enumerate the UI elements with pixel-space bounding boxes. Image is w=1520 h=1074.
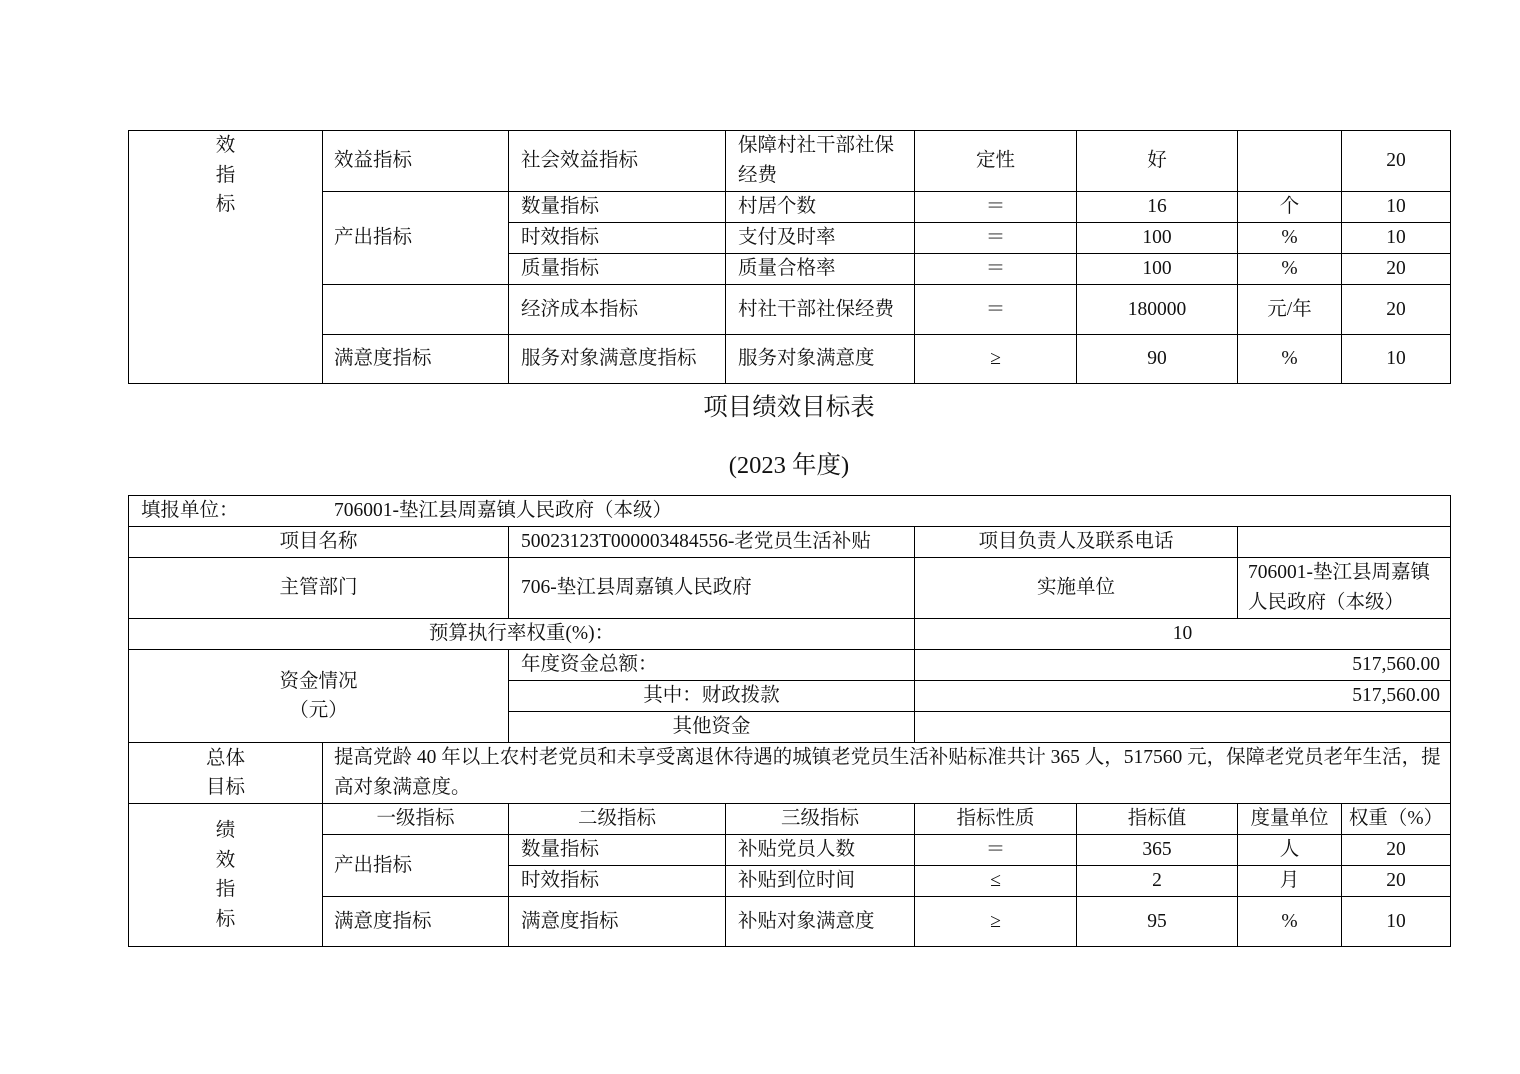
department-value: 706-垫江县周嘉镇人民政府 bbox=[509, 558, 915, 619]
weight: 20 bbox=[1342, 835, 1451, 866]
indicator-table-continued bbox=[128, 130, 1451, 384]
level3-indicator: 补贴到位时间 bbox=[726, 866, 915, 897]
indicator-value: 2 bbox=[1077, 866, 1238, 897]
indicator-nature: 定性 bbox=[915, 131, 1077, 192]
page-subtitle-year: (2023 年度) bbox=[728, 452, 850, 479]
indicator-nature: ＝ bbox=[915, 192, 1077, 223]
indicator-nature: ≥ bbox=[915, 897, 1077, 947]
level2-indicator: 服务对象满意度指标 bbox=[509, 335, 726, 384]
weight: 20 bbox=[1342, 254, 1451, 285]
level3-indicator: 村居个数 bbox=[726, 192, 915, 223]
reporting-unit-cell bbox=[129, 496, 1451, 527]
funds-unit: （元） bbox=[289, 700, 348, 721]
goal-label-cell bbox=[129, 743, 323, 804]
level2-indicator: 质量指标 bbox=[509, 254, 726, 285]
measure-unit: % bbox=[1238, 335, 1342, 384]
weight: 10 bbox=[1342, 335, 1451, 384]
goal-label-line: 总体 bbox=[205, 747, 245, 769]
level1-indicator bbox=[323, 285, 509, 335]
department-row bbox=[129, 558, 1451, 619]
table-row bbox=[129, 335, 1451, 384]
indicator-nature: ＝ bbox=[915, 223, 1077, 254]
measure-unit: 月 bbox=[1238, 866, 1342, 897]
implementer-label: 实施单位 bbox=[915, 558, 1238, 619]
measure-unit bbox=[1238, 131, 1342, 192]
level1-indicator: 效益指标 bbox=[323, 131, 509, 192]
section-label-line: 标 bbox=[215, 908, 236, 930]
measure-unit: 人 bbox=[1238, 835, 1342, 866]
section-label-cell bbox=[129, 131, 323, 384]
indicator-value: 100 bbox=[1077, 223, 1238, 254]
level2-indicator: 时效指标 bbox=[509, 223, 726, 254]
reporting-unit-value: 706001-垫江县周嘉镇人民政府（本级） bbox=[334, 500, 672, 521]
level2-indicator: 经济成本指标 bbox=[509, 285, 726, 335]
table-row bbox=[129, 131, 1451, 192]
funds-total-label: 年度资金总额： bbox=[509, 650, 915, 681]
table-body bbox=[129, 131, 1451, 384]
project-name-row bbox=[129, 527, 1451, 558]
indicator-value: 90 bbox=[1077, 335, 1238, 384]
budget-weight-label: 预算执行率权重(%)： bbox=[129, 619, 915, 650]
measure-unit: % bbox=[1238, 254, 1342, 285]
column-header: 权重（%） bbox=[1342, 804, 1451, 835]
funds-fiscal-label: 其中：财政拨款 bbox=[509, 681, 915, 712]
indicator-nature: ＝ bbox=[915, 835, 1077, 866]
level2-indicator: 时效指标 bbox=[509, 866, 726, 897]
implementer-value: 706001-垫江县周嘉镇人民政府（本级） bbox=[1238, 558, 1451, 619]
weight: 20 bbox=[1342, 131, 1451, 192]
section-label-line: 标 bbox=[215, 194, 236, 215]
indicator-header-row bbox=[129, 804, 1451, 835]
indicator-value: 365 bbox=[1077, 835, 1238, 866]
weight: 10 bbox=[1342, 192, 1451, 223]
level2-indicator: 数量指标 bbox=[509, 835, 726, 866]
funds-label-cell bbox=[129, 650, 509, 743]
level1-indicator: 满意度指标 bbox=[323, 897, 509, 947]
indicator-nature: ≤ bbox=[915, 866, 1077, 897]
funds-label: 资金情况 bbox=[279, 670, 358, 692]
level2-indicator: 数量指标 bbox=[509, 192, 726, 223]
project-name-value: 50023123T000003484556-老党员生活补贴 bbox=[509, 527, 915, 558]
indicator-value: 180000 bbox=[1077, 285, 1238, 335]
table-row bbox=[129, 897, 1451, 947]
level1-indicator: 产出指标 bbox=[323, 192, 509, 285]
contact-label: 项目负责人及联系电话 bbox=[915, 527, 1238, 558]
contact-value bbox=[1238, 527, 1451, 558]
budget-weight-value: 10 bbox=[915, 619, 1451, 650]
level3-indicator: 补贴对象满意度 bbox=[726, 897, 915, 947]
section-label-line: 指 bbox=[215, 879, 236, 900]
budget-weight-row bbox=[129, 619, 1451, 650]
reporting-unit-label: 填报单位： bbox=[141, 500, 239, 521]
indicator-nature: ＝ bbox=[915, 254, 1077, 285]
table-body bbox=[129, 496, 1451, 947]
column-header: 一级指标 bbox=[323, 804, 509, 835]
indicator-value: 100 bbox=[1077, 254, 1238, 285]
level1-indicator: 产出指标 bbox=[323, 835, 509, 897]
reporting-unit-row bbox=[129, 496, 1451, 527]
measure-unit: % bbox=[1238, 223, 1342, 254]
column-header: 指标性质 bbox=[915, 804, 1077, 835]
section-label-cell bbox=[129, 804, 323, 947]
measure-unit: % bbox=[1238, 897, 1342, 947]
indicator-nature: ≥ bbox=[915, 335, 1077, 384]
weight: 10 bbox=[1342, 897, 1451, 947]
section-label-line: 效 bbox=[215, 849, 236, 871]
weight: 20 bbox=[1342, 866, 1451, 897]
funds-other-value bbox=[915, 712, 1451, 743]
level3-indicator: 保障村社干部社保经费 bbox=[726, 131, 915, 192]
level3-indicator: 支付及时率 bbox=[726, 223, 915, 254]
level2-indicator: 社会效益指标 bbox=[509, 131, 726, 192]
section-label-line: 指 bbox=[215, 164, 236, 186]
weight: 20 bbox=[1342, 285, 1451, 335]
level2-indicator: 满意度指标 bbox=[509, 897, 726, 947]
goal-label-line: 目标 bbox=[205, 777, 245, 798]
level3-indicator: 补贴党员人数 bbox=[726, 835, 915, 866]
level3-indicator: 质量合格率 bbox=[726, 254, 915, 285]
indicator-value: 16 bbox=[1077, 192, 1238, 223]
section-label-line: 绩 bbox=[215, 820, 236, 841]
level3-indicator: 村社干部社保经费 bbox=[726, 285, 915, 335]
table-row bbox=[129, 192, 1451, 223]
column-header: 指标值 bbox=[1077, 804, 1238, 835]
level3-indicator: 服务对象满意度 bbox=[726, 335, 915, 384]
page-title: 项目绩效目标表 bbox=[703, 394, 875, 421]
funds-row bbox=[129, 650, 1451, 681]
project-name-label: 项目名称 bbox=[129, 527, 509, 558]
project-performance-table bbox=[128, 495, 1451, 947]
level1-indicator: 满意度指标 bbox=[323, 335, 509, 384]
indicator-nature: ＝ bbox=[915, 285, 1077, 335]
indicator-value: 好 bbox=[1077, 131, 1238, 192]
measure-unit: 个 bbox=[1238, 192, 1342, 223]
indicator-value: 95 bbox=[1077, 897, 1238, 947]
weight: 10 bbox=[1342, 223, 1451, 254]
column-header: 三级指标 bbox=[726, 804, 915, 835]
column-header: 度量单位 bbox=[1238, 804, 1342, 835]
goal-text: 提高党龄 40 年以上农村老党员和未享受离退休待遇的城镇老党员生活补贴标准共计 365 人，517560 元，保障老党员老年生活，提高对象满意度。 bbox=[323, 743, 1451, 804]
funds-other-label: 其他资金 bbox=[509, 712, 915, 743]
table-row bbox=[129, 285, 1451, 335]
measure-unit: 元/年 bbox=[1238, 285, 1342, 335]
funds-total-value: 517,560.00 bbox=[915, 650, 1451, 681]
table-row bbox=[129, 835, 1451, 866]
department-label: 主管部门 bbox=[129, 558, 509, 619]
funds-fiscal-value: 517,560.00 bbox=[915, 681, 1451, 712]
goal-row bbox=[129, 743, 1451, 804]
section-label-line: 效 bbox=[215, 135, 236, 156]
column-header: 二级指标 bbox=[509, 804, 726, 835]
